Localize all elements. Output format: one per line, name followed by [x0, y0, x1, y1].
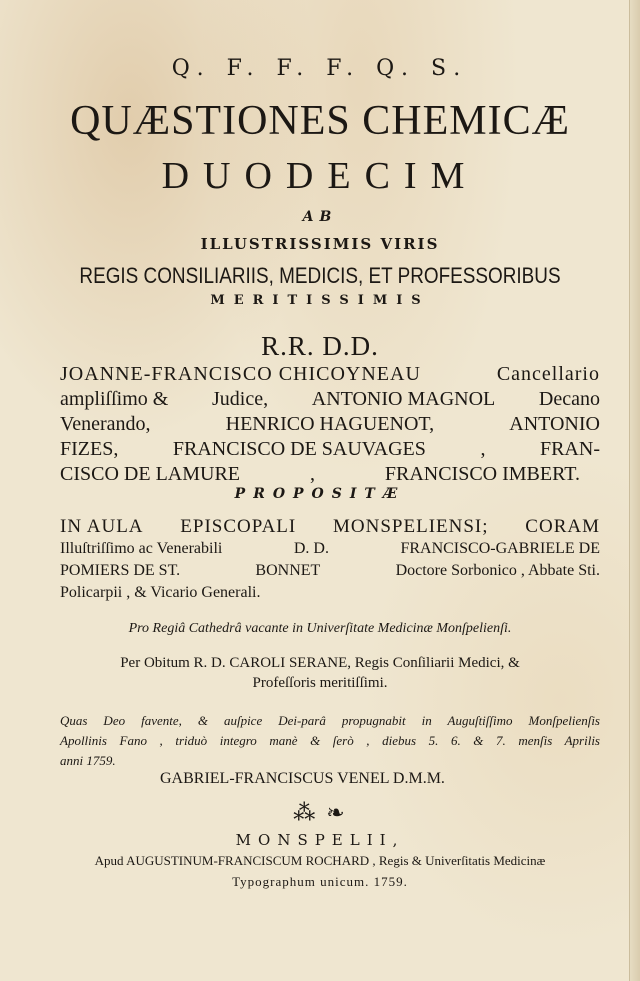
names-line-3-a: Venerando,: [60, 413, 151, 435]
names-line-5-c: FRANCISCO IMBERT.: [384, 463, 580, 485]
names-line-2-d: Decano: [538, 388, 600, 410]
main-title: QUÆSTIONES CHEMICÆ: [70, 98, 570, 144]
aula-line-3: [60, 562, 600, 580]
ornament: ⁂ ❧: [293, 801, 347, 826]
obitum-line-2: Profeſſoris meritiſſimi.: [252, 675, 388, 691]
aula-line-1-a: IN AULA: [60, 516, 144, 537]
aula-line-3-c: Doctore Sorbonico , Abbate Sti.: [395, 562, 600, 579]
aula-line-2: [60, 540, 600, 558]
title-duodecim: DUODECIM: [161, 155, 479, 197]
imprint-apud: Apud AUGUSTINUM-FRANCISCUM ROCHARD , Regis & Univerſitatis Medicinæ: [94, 853, 546, 868]
names-line-4-d: FRAN-: [539, 438, 600, 460]
aula-line-3-a: POMIERS DE ST.: [60, 562, 181, 579]
names-line-5-a: CISCO DE LAMURE: [60, 463, 241, 485]
obitum-line-1: Per Obitum R. D. CAROLI SERANE, Regis Conſiliarii Medici, &: [120, 655, 520, 671]
names-line-4-c: ,: [480, 438, 486, 460]
propositae-line: PROPOSITÆ: [234, 486, 406, 502]
quas-line-1: Quas Deo favente, & auſpice Dei-parâ propugnabit in Auguſtiſſimo Monſpelienſis: [60, 713, 600, 728]
aula-line-1-b: EPISCOPALI: [180, 516, 297, 537]
names-line-2-a: ampliſſimo &: [60, 388, 169, 410]
names-line-2-c: ANTONIO MAGNOL: [311, 388, 496, 410]
names-line-3: [60, 413, 600, 436]
illustrissimis-line: ILLUSTRISSIMIS VIRIS: [200, 235, 440, 253]
aula-line-2-c: FRANCISCO-GABRIELE DE: [400, 540, 600, 557]
names-line-5: [60, 463, 580, 486]
names-line-4-b: FRANCISCO DE SAUVAGES: [172, 438, 426, 460]
names-line-2: [60, 388, 600, 411]
aula-line-3-b: BONNET: [255, 562, 321, 579]
names-line-4-a: FIZES,: [60, 438, 119, 460]
aula-line-4: Policarpii , & Vicario Generali.: [60, 584, 261, 601]
author-line: GABRIEL-FRANCISCUS VENEL D.M.M.: [160, 770, 445, 787]
ab-line: AB: [302, 209, 338, 225]
initials-line: Q. F. F. F. Q. S.: [171, 56, 469, 81]
aula-line-1-d: CORAM: [525, 516, 600, 537]
imprint-typographum: Typographum unicum. 1759.: [232, 874, 408, 889]
names-line-1-name: JOANNE-FRANCISCO CHICOYNEAU: [60, 363, 421, 385]
aula-line-1: [60, 516, 600, 538]
imprint-city: MONSPELII,: [235, 831, 405, 849]
names-line-5-b: ,: [309, 463, 315, 485]
aula-line-2-b: D. D.: [293, 540, 329, 557]
names-line-3-c: ANTONIO: [509, 413, 600, 435]
names-line-2-b: Judice,: [212, 388, 269, 410]
aula-line-2-a: Illuſtriſſimo ac Venerabili: [60, 540, 223, 557]
meritissimis-line: MERITISSIMIS: [210, 293, 430, 308]
rr-dd-line: R.R. D.D.: [261, 331, 379, 361]
aula-line-1-c: MONSPELIENSI;: [333, 516, 489, 537]
quas-line-3: anni 1759.: [60, 753, 116, 768]
regis-consiliariis-line: REGIS CONSILIARIIS, MEDICIS, ET PROFESSORIBUS: [79, 263, 561, 288]
quas-line-2: Apollinis Fano , triduò integro manè & ſerò , diebus 5. 6. & 7. menſis Aprilis: [60, 733, 600, 748]
names-line-1-title: Cancellario: [496, 363, 600, 385]
pro-regia-line: Pro Regiâ Cathedrâ vacante in Univerſitate Medicinæ Monſpelienſi.: [128, 621, 512, 636]
names-line-1: [60, 363, 600, 386]
names-line-3-b: HENRICO HAGUENOT,: [225, 413, 435, 435]
names-line-4: [60, 438, 600, 461]
